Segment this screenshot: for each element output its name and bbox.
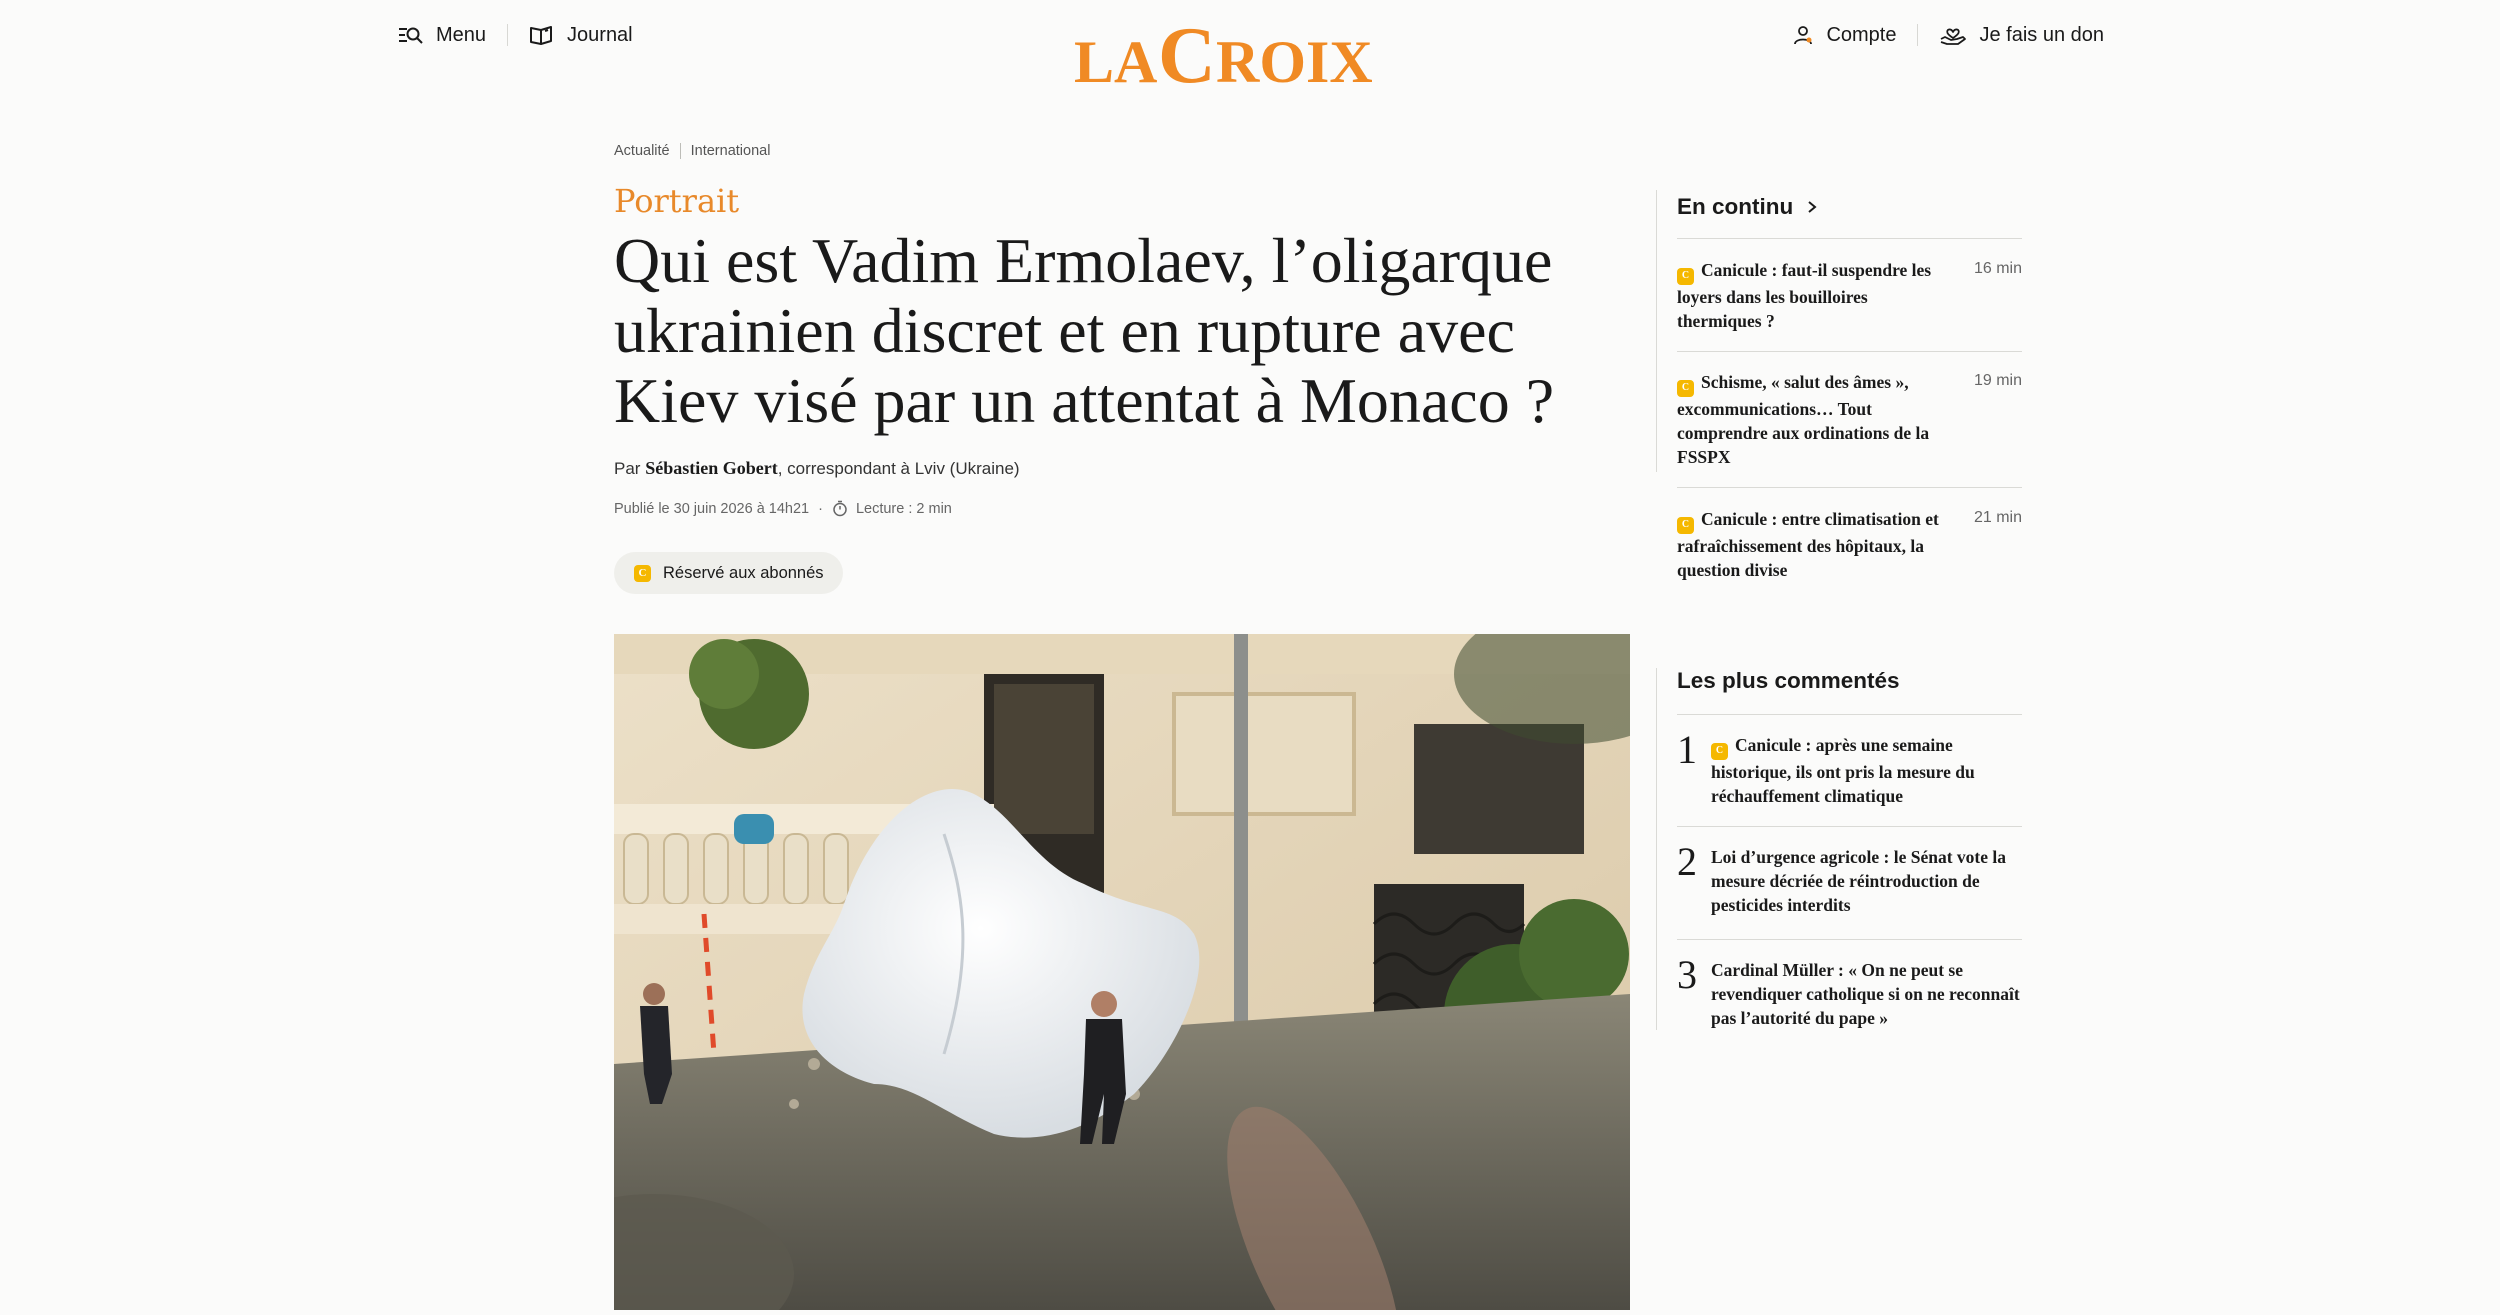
article-kicker: Portrait <box>614 182 740 220</box>
menu-search-icon <box>398 24 424 46</box>
account-label: Compte <box>1826 23 1897 46</box>
live-item-time: 16 min <box>1973 260 2022 277</box>
article-photo <box>614 634 1630 1310</box>
svg-text:C: C <box>1158 12 1216 90</box>
sidebar-rule <box>1677 826 2022 827</box>
site-header <box>0 0 2500 90</box>
sidebar-rule <box>1677 238 2022 239</box>
timer-icon <box>832 500 848 517</box>
live-item[interactable] <box>1677 258 2022 333</box>
breadcrumb-divider <box>680 143 681 159</box>
chevron-right-icon <box>1807 200 1817 214</box>
live-feed-title[interactable] <box>1677 194 1817 220</box>
subscriber-c-icon: C <box>634 565 651 582</box>
live-item[interactable] <box>1677 370 2022 469</box>
sidebar-rule <box>1677 939 2022 940</box>
menu-label: Menu <box>436 23 487 46</box>
article-meta <box>614 500 952 517</box>
live-item-text: Schisme, « salut des âmes », excommunications… Tout comprendre aux ordinations de la FSSPX <box>1677 372 1930 467</box>
published-date: Publié le 30 juin 2026 à 14h21 <box>614 500 810 517</box>
most-commented-text: Cardinal Müller : « On ne peut se revendiquer catholique si on ne reconnaît pas l’autorité du pape » <box>1711 960 2020 1028</box>
live-item[interactable] <box>1677 507 2022 582</box>
reading-time: Lecture : 2 min <box>855 500 952 517</box>
breadcrumb-item-international[interactable]: International <box>690 143 771 159</box>
author-link[interactable]: Sébastien Gobert <box>645 458 778 478</box>
subscriber-c-icon: C <box>1677 517 1694 534</box>
byline-prefix: Par <box>614 459 641 478</box>
breadcrumb <box>614 143 770 159</box>
menu-button[interactable] <box>398 24 486 47</box>
sidebar-rule <box>1677 714 2022 715</box>
hand-heart-icon <box>1939 23 1967 47</box>
building-scene-image <box>614 634 1630 1310</box>
live-item-time: 19 min <box>1973 372 2022 389</box>
sidebar-rule <box>1677 351 2022 352</box>
subscriber-c-icon: C <box>1677 380 1694 397</box>
rank-number: 2 <box>1677 839 1697 884</box>
most-commented-text: Canicule : après une semaine historique, ils ont pris la mesure du réchauffement climatique <box>1711 735 1975 806</box>
subscriber-c-icon: C <box>1677 268 1694 285</box>
journal-icon <box>529 24 555 46</box>
svg-text:ROIX: ROIX <box>1216 29 1373 90</box>
most-commented-title: Les plus commentés <box>1677 668 1900 693</box>
sidebar-rule <box>1677 487 2022 488</box>
sidebar-divider <box>1656 668 1657 1030</box>
sidebar-divider <box>1656 190 1657 472</box>
header-divider <box>507 24 508 46</box>
author-role: , correspondant à Lviv (Ukraine) <box>777 459 1020 478</box>
live-feed-title-label: En continu <box>1677 194 1794 219</box>
meta-separator: · <box>818 500 823 517</box>
article-byline <box>614 458 1020 479</box>
rank-number: 3 <box>1677 952 1697 997</box>
header-divider <box>1917 24 1918 46</box>
la-croix-logo[interactable] <box>1070 10 1432 90</box>
donate-label: Je fais un don <box>1979 23 2104 46</box>
most-commented-text: Loi d’urgence agricole : le Sénat vote la mesure décriée de réintroduction de pesticides interdits <box>1711 847 2007 915</box>
subscriber-badge <box>614 552 843 594</box>
account-button[interactable] <box>1792 24 1896 47</box>
journal-button[interactable] <box>529 24 633 47</box>
svg-text:LA: LA <box>1074 29 1158 90</box>
most-commented-item[interactable] <box>1677 839 2022 917</box>
live-item-text: Canicule : entre climatisation et rafraîchissement des hôpitaux, la question divise <box>1677 509 1939 580</box>
live-item-text: Canicule : faut-il suspendre les loyers dans les bouilloires thermiques ? <box>1677 260 1932 331</box>
subscriber-c-icon: C <box>1711 743 1728 760</box>
donate-button[interactable] <box>1939 23 2104 47</box>
most-commented-item[interactable] <box>1677 952 2022 1030</box>
rank-number: 1 <box>1677 727 1697 772</box>
journal-label: Journal <box>567 23 633 46</box>
most-commented-item[interactable] <box>1677 727 2022 808</box>
article-title: Qui est Vadim Ermolaev, l’oligarque ukrainien discret et en rupture avec Kiev visé par un attentat à Monaco ? <box>614 225 1555 436</box>
subscriber-label: Réservé aux abonnés <box>663 563 824 582</box>
user-icon <box>1792 24 1814 46</box>
breadcrumb-item-actualite[interactable]: Actualité <box>614 143 670 159</box>
live-item-time: 21 min <box>1973 509 2022 526</box>
